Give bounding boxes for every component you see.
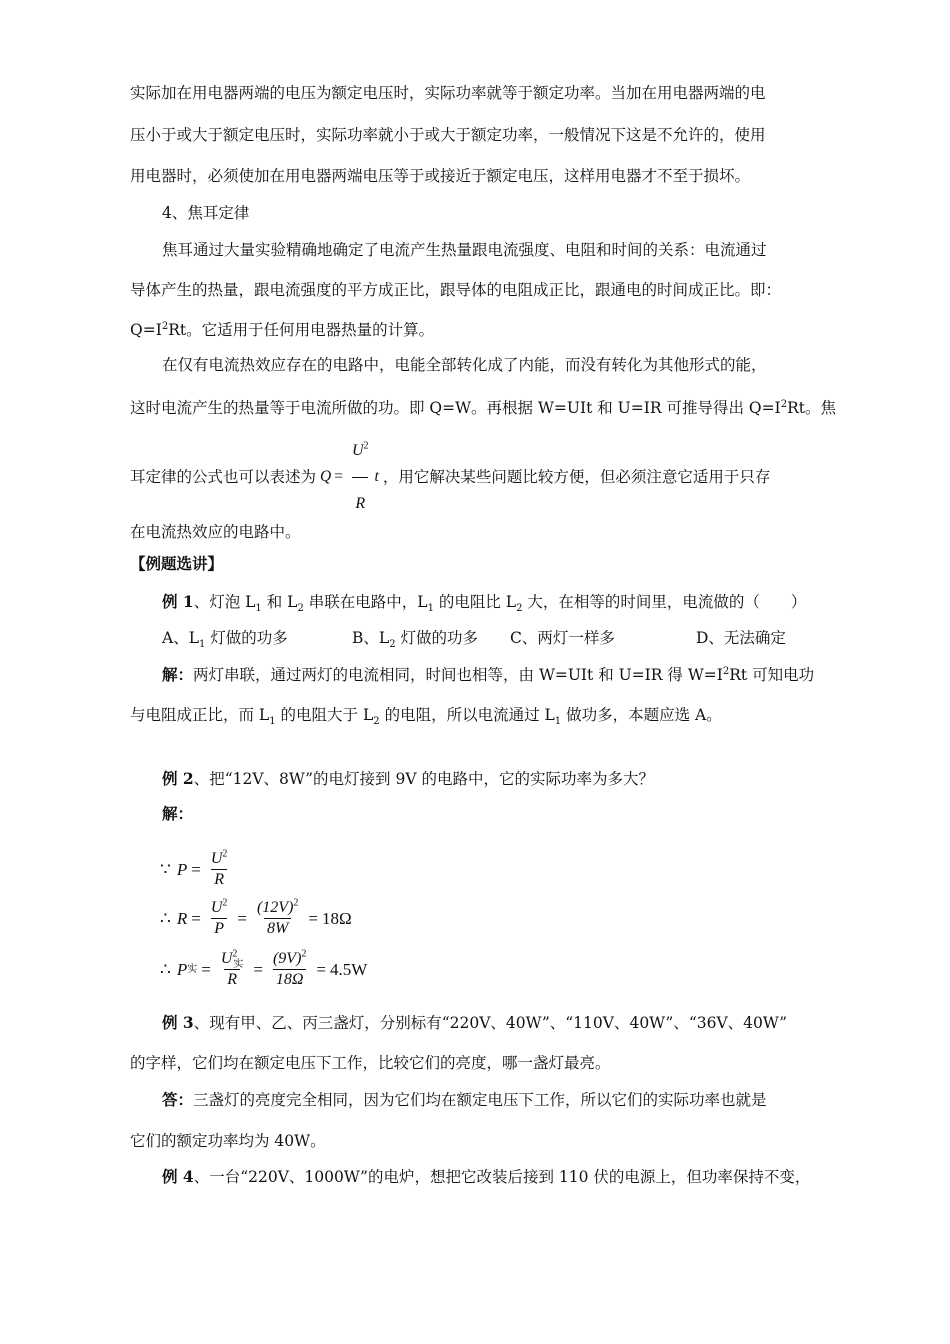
para1-line2: 压小于或大于额定电压时，实际功率就小于或大于额定功率，一般情况下这是不允许的，使用 xyxy=(130,126,766,144)
ex1-question: 例 1、灯泡 $L_1$ 和 $L_2$ 串联在电路中，$L_1$ 的电阻比 $L_2$ 大，在相等的时间里，电流做的（ ） xyxy=(162,592,807,615)
ex2-equation-2: ∴ R = $\frac{U^2}{P}$ = $\frac{(12V)^2}{8W}$ = 18Ω xyxy=(160,897,352,937)
para2-line1: 焦耳通过大量实验精确地确定了电流产生热量跟电流强度、电阻和时间的关系：电流通过 xyxy=(162,241,767,259)
para2-line2: 导体产生的热量，跟电流强度的平方成正比，跟导体的电阻成正比，跟通电的时间成正比。即： xyxy=(130,281,782,299)
ex1-option-a: A、$L_1$ 灯做的功多 xyxy=(162,629,288,651)
ex2-equation-3: ∴ P 实 = $\frac{U^2_实}{R}$ = $\frac{(9V)^2}{18\Omega}$ = 4.5W xyxy=(160,948,368,988)
para1-line3: 用电器时，必须使加在用电器两端电压等于或接近于额定电压，这样用电器才不至于损坏。 xyxy=(130,167,751,185)
ex1-option-d: D、无法确定 xyxy=(696,629,786,647)
ex3-answer-line1: 答：三盏灯的亮度完全相同，因为它们均在额定电压下工作，所以它们的实际功率也就是 xyxy=(162,1090,767,1109)
ex1-solution-line1: 解：两灯串联，通过两灯的电流相同，时间也相等，由 W=UIt 和 U=IR 得 $W=I^2Rt$ 可知电功 xyxy=(162,665,815,684)
para3-line2: 这时电流产生的热量等于电流所做的功。即 Q=W。再根据 W=UIt 和 U=IR 可推导得出 $Q=I^2Rt$。焦 xyxy=(130,398,836,417)
para2-line3: $Q=I^2Rt$。它适用于任何用电器热量的计算。 xyxy=(130,320,435,339)
ex2-question: 例 2、把“12V、8W”的电灯接到 9V 的电路中，它的实际功率为多大？ xyxy=(162,769,654,788)
para3-line1: 在仅有电流热效应存在的电路中，电能全部转化成了内能，而没有转化为其他形式的能， xyxy=(162,356,767,374)
heading-joule-law: 4、焦耳定律 xyxy=(162,204,250,222)
ex2-equation-1: ∵ P = $\frac{U^2}{R}$ xyxy=(160,848,228,888)
ex2-solution-label: 解： xyxy=(162,804,194,823)
ex4-question-line1: 例 4、一台“220V、1000W”的电炉，想把它改装后接到 110 伏的电源上，但功率保持不变， xyxy=(162,1167,811,1186)
ex1-solution-line2: 与电阻成正比，而 $L_1$ 的电阻大于 $L_2$ 的电阻，所以电流通过 $L_1$ 做功多，本题应选 A。 xyxy=(130,706,722,728)
para1-line1: 实际加在用电器两端的电压为额定电压时，实际功率就等于额定功率。当加在用电器两端的电 xyxy=(130,84,766,102)
ex1-option-c: C、两灯一样多 xyxy=(510,629,615,647)
formula-q-u2r: Q = $\frac{U^2}{R}$ t xyxy=(320,426,379,529)
section-title: 【例题选讲】 xyxy=(130,554,224,573)
ex1-option-b: B、$L_2$ 灯做的功多 xyxy=(352,629,478,651)
ex3-question-line1: 例 3、现有甲、乙、丙三盏灯，分别标有“220V、40W”、“110V、40W”、“36V、40W” xyxy=(162,1013,788,1032)
para3-line3: 耳定律的公式也可以表述为 Q = $\frac{U^2}{R}$ t ，用它解决某些问题比较方便，但必须注意它适用于只存 xyxy=(130,452,770,502)
para3-line4: 在电流热效应的电路中。 xyxy=(130,523,301,541)
ex3-question-line2: 的字样，它们均在额定电压下工作，比较它们的亮度，哪一盏灯最亮。 xyxy=(130,1054,611,1072)
ex3-answer-line2: 它们的额定功率均为 40W。 xyxy=(130,1132,326,1150)
